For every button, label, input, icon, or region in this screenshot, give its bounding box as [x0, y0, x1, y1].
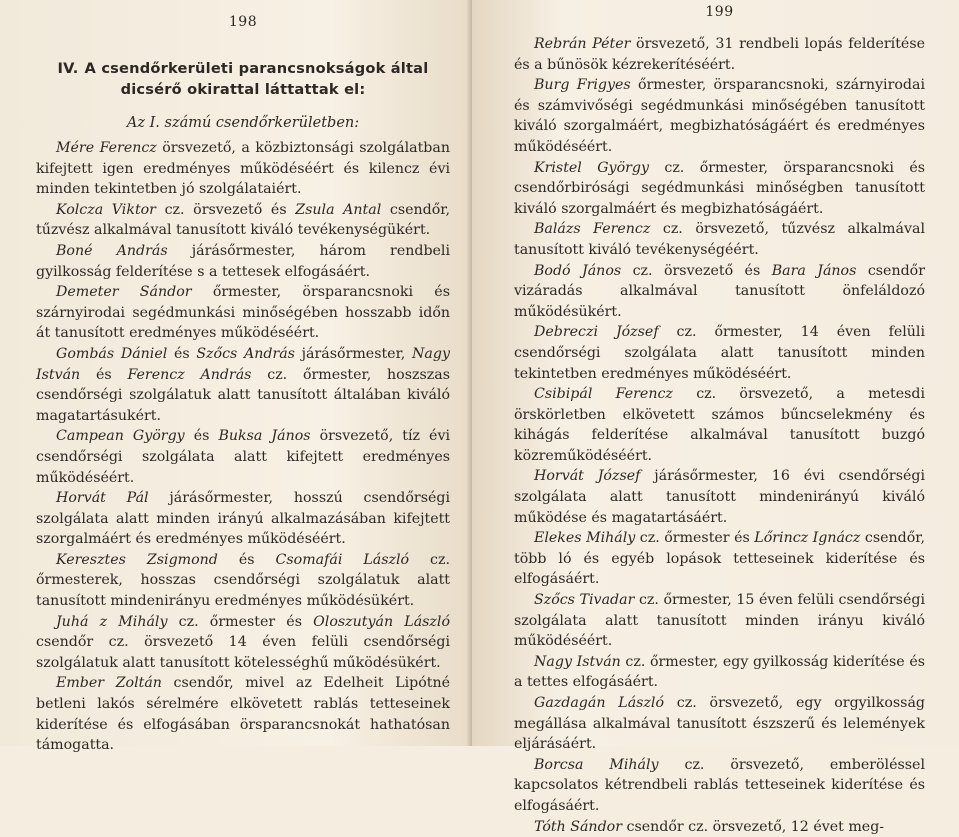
commendation-paragraph	[514, 219, 925, 260]
paragraph-text: és	[80, 366, 128, 383]
person-name: Horvát József	[534, 468, 641, 485]
commendation-paragraph	[36, 612, 450, 674]
person-name: Mére Ferencz	[56, 140, 157, 156]
page-number-left: 198	[228, 14, 258, 30]
left-paragraphs	[36, 138, 450, 756]
paragraph-text: járásőrmester, 16 évi csendőrségi szolgálata alatt tanusított mindenirányú kiváló működése és magatartásáért.	[514, 468, 926, 526]
paragraph-text: csendőr, tűzvész alkalmával tanusított kiváló tevékenységükért.	[36, 201, 450, 239]
person-name: Bodó János	[534, 262, 622, 279]
paragraph-text: cz. őrmesterek, hosszas csendőrségi szolgálatuk alatt tanusított mindenirányu eredményes működésükért.	[36, 551, 450, 610]
commendation-paragraph	[514, 322, 925, 384]
commendation-paragraph	[36, 673, 450, 755]
paragraph-text: csendőr cz. örsvezető 14 éven felüli csendőrségi szolgálatuk alatt tanusított kötelességhű működésükért.	[36, 634, 450, 671]
paragraph-text: cz. örsvezető, emberöléssel kapcsolatos kétrendbeli rablás tetteseinek kiderítése és elfogásáért.	[514, 756, 925, 814]
paragraph-text: csendőr vizáradás alkalmával tanusított önfeláldozó működésükért.	[514, 262, 925, 320]
paragraph-text: cz. örsvezető, a metesdi örskörletben elkövetett számos bűncselekmény és kihágás felderítése alkalmával tanusított buzgó közreműködéséért.	[514, 386, 925, 464]
person-name: Lőrincz Ignácz	[754, 530, 861, 547]
person-name: Campean György	[56, 428, 185, 445]
person-name: Debreczi József	[534, 324, 659, 341]
paragraph-text: őrmester, örsparancsnoki és szárnyirodai segédmunkási minőségében hosszabb időn át tanusított eredményes működéséért.	[36, 284, 450, 342]
person-name: Kolcza Viktor	[56, 201, 156, 218]
person-name: Horvát Pál	[56, 490, 149, 507]
district-subheading: Az I. számú csendőrkerületben:	[126, 115, 360, 131]
paragraph-text: örsvezető, a közbiztonsági szolgálatban kifejtett igen eredményes működéséért és kilencz évi minden tekintetben jó szolgálataiért.	[36, 140, 450, 198]
commendation-paragraph	[36, 282, 450, 344]
commendation-paragraph	[514, 817, 925, 837]
paragraph-text: örsvezető, 31 rendbeli lopás felderítése és a bűnösök kézrekerítéséért.	[514, 36, 925, 73]
person-name: Balázs Ferencz	[534, 221, 651, 238]
person-name: Gombás Dániel	[56, 345, 168, 362]
person-name: Csomafái László	[275, 551, 410, 568]
right-paragraphs	[514, 34, 925, 837]
person-name: Nagy István	[36, 345, 450, 383]
paragraph-text: és	[167, 345, 197, 362]
person-name: Oloszutyán László	[313, 613, 450, 630]
commendation-paragraph	[36, 488, 450, 550]
commendation-paragraph	[36, 426, 450, 488]
paragraph-text: cz. őrmester, örsparancsnoki és csendőrbirósági segédmunkási minőségben tanusított kiváló szorgalmáért és megbizhatóságáért.	[514, 159, 925, 217]
paragraph-text: járásőrmester,	[294, 345, 412, 362]
person-name: Tóth Sándor	[534, 818, 622, 835]
paragraph-text: örsvezető, tíz évi csendőrségi szolgálata alatt kifejtett eredményes működéséért.	[36, 428, 450, 486]
person-name: Elekes Mihály	[534, 530, 636, 547]
paragraph-text: cz. őrmester, 15 éven felüli csendőrségi szolgálata alatt tanusított minden irányu kiváló működéséért.	[514, 592, 925, 650]
paragraph-text: őrmester, örsparancsnoki, szárnyirodai és számvivőségi segédmunkási minőségében tanusított kiváló szorgalmáért, megbizhatóságáért és eredményes működéséért.	[514, 77, 925, 155]
paragraph-text: járásőrmester, három rendbeli gyilkosság felderítése s a tettesek elfogásáért.	[36, 242, 451, 280]
commendation-paragraph	[514, 755, 925, 817]
paragraph-text: járásőrmester, hosszú csendőrségi szolgálata alatt minden irányú alkalmazásában kifejtett szorgalmáért és eredményes működéséért.	[36, 490, 450, 548]
commendation-paragraph	[514, 652, 925, 693]
paragraph-text: cz. örsvezető és	[155, 201, 296, 218]
person-name: Boné András	[56, 242, 168, 259]
paragraph-text: cz. őrmester, 14 éven felüli csendőrségi szolgálata alatt tanusított minden tekintetben eredményes működéséért.	[514, 324, 925, 382]
person-name: Demeter Sándor	[56, 284, 192, 301]
commendation-paragraph	[514, 158, 925, 220]
person-name: Borcsa Mihály	[534, 756, 659, 773]
commendation-paragraph	[36, 200, 450, 241]
paragraph-text: cz. őrmester és	[167, 613, 314, 630]
section-heading	[36, 58, 450, 100]
paragraph-text: csendőr, mivel az Edelheit Lipótné betleni lakós sérelmére elkövetett rablás tetteseinek kiderítése és elfogásában örsparancsnokát hathatósan támogatta.	[36, 675, 450, 754]
commendation-paragraph	[514, 384, 925, 466]
commendation-paragraph	[36, 241, 450, 282]
person-name: Keresztes Zsigmond	[56, 551, 218, 568]
commendation-paragraph	[36, 550, 450, 612]
paragraph-text: cz. őrmester és	[635, 530, 755, 547]
person-name: Csibipál Ferencz	[534, 386, 673, 403]
person-name: Gazdagán László	[534, 695, 664, 711]
commendation-paragraph	[514, 261, 925, 323]
person-name: Ferencz András	[127, 366, 252, 383]
commendation-paragraph	[514, 75, 925, 157]
paragraph-text: cz. örsvezető, egy orgyilkosság megállása alkalmával tanusított észszerű és lelemények eljárásáért.	[514, 695, 925, 753]
commendation-paragraph	[36, 138, 450, 200]
person-name: Buksa János	[218, 428, 311, 445]
person-name: Burg Frigyes	[534, 77, 631, 94]
commendation-paragraph	[514, 693, 925, 755]
paragraph-text: csendőr cz. örsvezető, 12 évet meg-	[621, 818, 885, 835]
paragraph-text: cz. örsvezető és	[621, 262, 772, 279]
paragraph-text: cz. őrmester, egy gyilkosság kiderítése és a tettes elfogásáért.	[514, 653, 926, 691]
right-page	[472, 0, 959, 835]
commendation-paragraph	[514, 590, 925, 652]
person-name: Zsula Antal	[295, 201, 382, 218]
person-name: Bara János	[771, 262, 857, 279]
paragraph-text: és	[184, 428, 219, 445]
person-name: Ember Zoltán	[56, 675, 162, 692]
commendation-paragraph	[36, 344, 450, 426]
person-name: Juhá z Mihály	[56, 613, 168, 630]
section-title: A csendőrkerületi parancsnokságok által dicsérő okirattal láttattak el:	[84, 60, 429, 98]
commendation-paragraph	[514, 466, 925, 528]
commendation-paragraph	[514, 528, 925, 590]
person-name: Szőcs András	[196, 345, 295, 362]
person-name: Szőcs Tivadar	[534, 592, 635, 609]
paragraph-text: cz. őrmester, hoszszas csendőrségi szolgálatuk alatt tanusított általában kiváló magatartásukért.	[36, 366, 450, 424]
paragraph-text: csendőr, több ló és egyéb lopások tetteseinek kiderítése és elfogásáért.	[514, 530, 925, 588]
person-name: Kristel György	[534, 159, 649, 176]
section-number: IV.	[57, 60, 79, 77]
page-number-right: 199	[705, 4, 734, 20]
person-name: Nagy István	[534, 653, 621, 670]
left-page	[0, 0, 472, 754]
person-name: Rebrán Péter	[534, 36, 631, 52]
paragraph-text: és	[217, 551, 276, 568]
commendation-paragraph	[514, 34, 925, 75]
paragraph-text: cz. örsvezető, tűzvész alkalmával tanusított kiváló tevékenységéért.	[514, 221, 925, 258]
